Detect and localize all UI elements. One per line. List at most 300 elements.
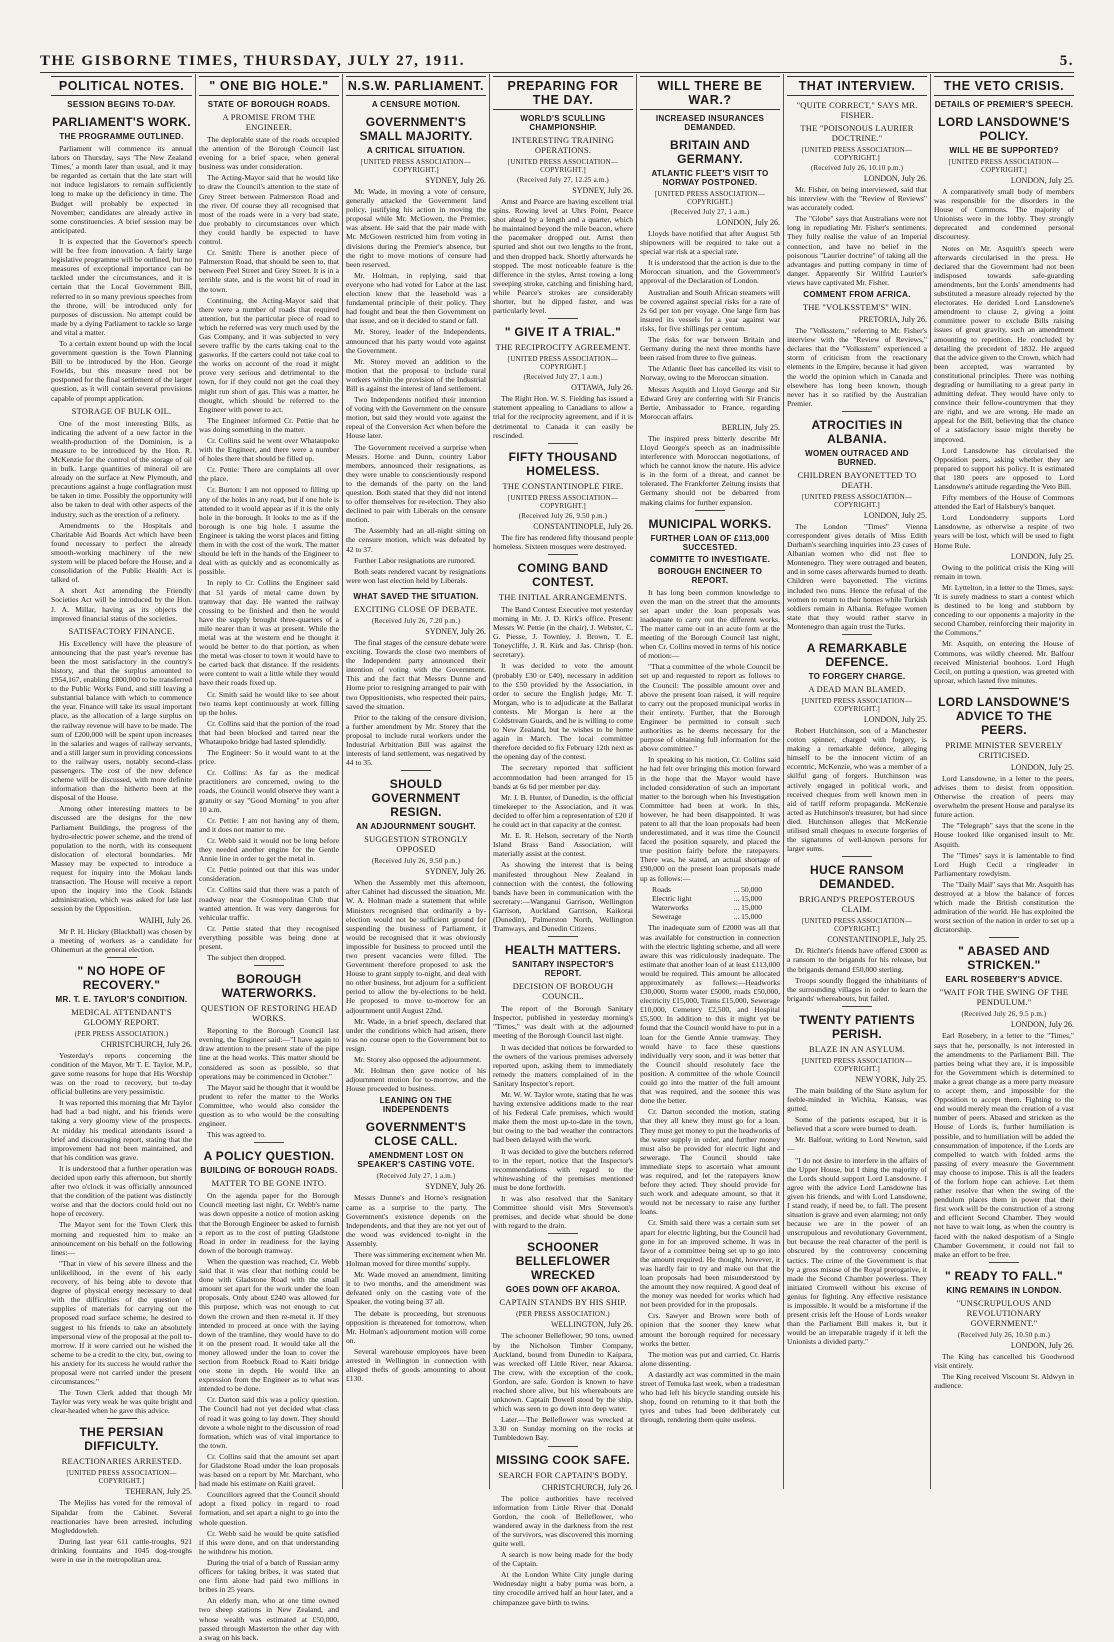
wire-credit: (Received July 27, 1 a.m.) [523, 373, 603, 382]
wire-credit: (Received July 27, 12.25 a.m.) [517, 176, 609, 184]
subheading: THE PROGRAMME OUTLINED. [59, 132, 184, 141]
paragraph: In speaking to his motion, Cr. Collins said he had felt over bringing this motion forward in the hope that the Mayor would have included consideration of such an important matter to the borough when his Investigation Committee had been at work. In this, however, he had been disappointed. It was patent to all that the loan proposals had been underestimated, and it was time the Council faced the position squarely, and placed the true position fairly before the ratepayers. There was, he stated, an actual shortage of £90,000 on the present loan proposals made up as follows:— [640, 755, 780, 883]
paragraph: Mr. Wade, in a brief speech, declared that under the conditions which had arisen, there was no course open to the Government but to resign. [346, 1016, 486, 1053]
divider [548, 1233, 578, 1234]
headline: HEALTH MATTERS. [504, 943, 622, 958]
headline: MISSING COOK SAFE. [495, 1452, 631, 1467]
dateline: SYDNEY, July 26. [425, 867, 486, 877]
headline: SHOULD GOVERNMENT RESIGN. [371, 777, 461, 820]
paragraph: Mr P. H. Hickey (Blackball) was chosen by a meeting of workers as a candidate for Ohinemuri at the general election. [51, 926, 192, 954]
subheading: REACTIONARIES ARRESTED. [61, 1456, 182, 1467]
paragraph: The "Daily Mail" says that Mr. Asquith has destroyed at a blow the balance of forces which made the British constitution the admiration of the world. He has exploited the worst section of the nation in order to set up a dictatorship. [934, 879, 1074, 935]
column-5 [636, 74, 783, 1489]
paragraph: Further Labor resignations are rumored. [354, 555, 476, 565]
subheading: SEARCH FOR CAPTAIN'S BODY. [498, 1469, 628, 1480]
divider [401, 588, 431, 589]
dateline: LONDON, July 25. [863, 715, 927, 724]
subheading: KING REMAINS IN LONDON. [946, 1285, 1062, 1295]
section-banner: PREPARING FOR THE DAY. [493, 76, 633, 110]
paragraph: Earl Rosebery, in a letter to the "Times," says that he, personally, is not interested in the amendments to the Parliament Bill. The parties being what they are, it is impossible for the Government which is determined to make a great change as a mere party measure to accept them, and impossible for the Opposition to accept them. Fighting to the end would merely mean the creation of a vast number of peers. Abased and stricken as the House of Lords is, further humiliation is possible, and to humiliation will be added the consummation of impotence, if the Lords are compelled to watch with folded arms the passing of every measure the Government may choose to impose. This is all the leaders of the forlorn hope can achieve. Let them rather resolve that when the swing of the pendulum places them in power that their first work will be the construction of a strong and efficient Second Chamber. They would not have to wait long, as when the country is faced with the naked despotism of a Single Chamber Government, it could not fail to make an effort to be free. [934, 1031, 1074, 1259]
wire-credit: (Received July 26, 9.50 p.m.) [371, 857, 461, 866]
paragraph: Both seats rendered vacant by resignations were won last election held by Liberals. [346, 566, 486, 585]
subheading: BRIGAND'S PREPOSTEROUS CLAIM. [799, 894, 915, 915]
paragraph: Parliament will commence its annual labors on Thursday, says 'The New Zealand Times,' a month later than usual, and it may be regarded as certain that the late start will not induce legislators to remain sufficiently long to make up the deficiency in time. The Budget will probably be expected in November; candidates are already active in some constituencies. A brief session may be anticipated. [51, 144, 192, 235]
paragraph: Cr. Burton: I am not opposed to filling up any of the holes in any road, but if one hole is attended to it would appear as if it is the only hole in the borough. It looks to me as if the borough is one big hole. I assume the Engineer is taking the worst places and fitting them in with the cost of the work. The matter should be left in the hands of the Engineer to deal with as quickly and as economically as possible. [199, 485, 339, 577]
paragraph: Mr. Storey also opposed the adjournment. [354, 1055, 482, 1065]
subheading: THE "VOLKSSTEM'S" WIN. [802, 302, 912, 313]
paragraph: Cr. Pettie: There are complaints all over the place. [199, 465, 339, 484]
paragraph: An elderly man, who at one time owned two sheep stations in New Zealand, and whose wealth was estimated at £50,000, passed through Masterton the other day with a swag on his back. [199, 1596, 339, 1642]
divider [842, 1006, 872, 1007]
paragraph: The Mayor sent for the Town Clerk this morning and requested him to make an announcement on his behalf on the following lines:— [51, 1220, 192, 1257]
wire-credit: [UNITED PRESS ASSOCIATION—COPYRIGHT.] [801, 1056, 913, 1073]
paragraph: When the question was reached, Cr. Webb said that it was clear that nothing could be done with Gladstone Road with the small amount set apart for the work under the loan proposals. Only about £240 was allowed for this purpose, which was not enough to cut down the crown and then re-metal it. If they intended to proceed at once with the laying down of the tramline, they would have to do it on the present road. It would take all the money allowed under the loan to cover the section from Roebuck Road to Kaiti bridge one stone in depth. He would like an expression from the Engineer as to what was intended to be done. [199, 1256, 339, 1394]
paragraph: The fire has rendered fifty thousand people homeless. Sixteen mosques were destroyed. [493, 532, 633, 551]
paragraph: Several warehouse employees have been arrested in Wellington in connection with alleged thefts of goods amounting to about £130. [346, 1346, 486, 1384]
figure-value: ... 15,000 [733, 893, 762, 903]
paragraph: The subject then dropped. [207, 953, 286, 963]
paragraph: Prior to the taking of the censure division, a further amendment by Mr. Storey that the proposal to include rural workers under the Industrial Arbitration Bill was against the interests of land settlement, was negatived by 44 to 35. [346, 712, 486, 768]
paragraph: Cr. Smith said there was a certain sum set apart for electric lighting, but the Council had gone in for an improved scheme. It was in favor of a committee being set up to go into the amount required. He thought, however, it was hardly fair to try and make out that the loan proposals had been misunderstood by the amount they now required. A good deal of the money was needed for works which had not been provided for in the proposals. [640, 1218, 780, 1310]
headline: " READY TO FALL." [944, 1268, 1064, 1283]
wire-credit: [UNITED PRESS ASSOCIATION—COPYRIGHT.] [948, 158, 1060, 174]
column-6 [783, 74, 930, 1489]
subheading: MR. T. E. TAYLOR'S CONDITION. [55, 994, 188, 1004]
paragraph: "That in view of his severe illness and the unlikelihood, in the event of his early recovery, of his being able to devote that degree of physical energy necessary to deal with the difficulties of the question of supplies of materials for carrying out the proposed road surface scheme, he desired to suggest to his friends to take an absolutely impersonal view of the proposal at the poll to-morrow. If it were carried out he wished the scheme to be a credit to the city, but, owing to his anxiety for its success he would rather the proposal were not carried under the present circumstances." [51, 1258, 192, 1387]
dateline: TEHERAN, July 25. [125, 1487, 192, 1497]
subheading: A CRITICAL SITUATION. [366, 146, 466, 155]
headline: BOROUGH WATERWORKS. [221, 972, 317, 1001]
paragraph: Mr. Wade, in moving a vote of censure, generally attacked the Government land policy, justifying his action in moving the proposal while Mr. McGowen, the Premier, was absent. He said that the pair made with Mr. McGowen restricted him from voting in divisions during the Premier's absence, but the right to move motions of censure had been reserved. [346, 187, 486, 269]
paragraph: Owing to the political crisis the King will remain in town. [934, 562, 1074, 581]
paragraph: Yesterday's reports concerning the condition of the Mayor, Mr T. E. Taylor, M.P., gave some reasons for hope that His Worship was on the road to recovery, but to-day official bulletins are very pessimistic. [51, 1050, 192, 1097]
paragraph: A short Act amending the Friendly Societies Act will be introduced by the Hon. J. A. Millar, having as its objects the improved financial status of the societies. [51, 586, 192, 623]
subheading: A PROMISE FROM THE ENGINEER. [222, 112, 316, 132]
paragraph: When the Assembly met this afternoon, after Cabinet had discussed the situation, Mr. W. A. Holman made a statement that while Ministers recognised that ordinarily a by-election would not be sufficient ground for suspending the business of Parliament, it would be recognised that it was obviously impossible for business to proceed until the two present vacancies were filled. The Government therefore proposed to ask the House to grant supply to-night, and deal with no other business, but adjourn for a sufficient period to allow the by-elections to be held. He proposed to move to-morrow for an adjournment until August 22nd. [346, 878, 486, 1015]
masthead-rule [40, 72, 1074, 73]
paragraph: Lord Lansdowne, in a letter to the peers, advises them to desist from opposition. Otherwise the creation of peers may overwhelm the present House and paralyse its future action. [934, 773, 1074, 820]
subheading: BUILDING OF BOROUGH ROADS. [200, 1166, 338, 1176]
paragraph: Australian and South African steamers will be covered against special risks for a rate of 2s 6d per ton per voyage. One large firm has insured its vessels for a year against war risks, for five shillings per centum. [640, 287, 780, 333]
dateline: LONDON, July 25. [1010, 176, 1074, 185]
headline: " ABASED AND STRICKEN." [958, 944, 1050, 973]
paragraph: It is expected that the Governor's speech will be free from innovation. A fairly large legislative programme will be outlined, but no measures of exceptional importance can be tackled under the circumstances, and it is certain that the Local Government Bill, referred to in so many previous speeches from the throne, will be introduced only for purposes of discussion. No attempt could be made by a dying Parliament to tackle so large and vital a matter. [51, 236, 192, 337]
wire-credit: (Received July 27, 1 a.m.) [670, 208, 750, 216]
paragraph: The inadequate sum of £2000 was all that was available for construction in connection with the electric lighting scheme, and all were aware this was ridiculously inadequate. The estimate that another loan of at least £113,000 would be required. This amount he allocated approximately as follows:—Headworks £30,000, Storm water £5000, roads £50,000, electricity £15,000, Trams £15,000, Sewerage £10,000, Cemetery £2,500, and Hospital £5,500. In addition to this it might yet be found that the Council would have to put in a loan for the Gentle Annie tramway. They would have to face these questions individually very soon, and it was better that the Council should resolutely face the position. A committee of the whole Council could go into the matter of the full amount that was required, and the sooner this was done the better. [640, 923, 781, 1106]
paragraph: The main building of the State asylum for feeble-minded in Wichita, Kansas, was gutted. [787, 1085, 927, 1114]
subheading: TO FORGERY CHARGE. [808, 672, 906, 681]
paragraph: Mr. Holman, in replying, said that everyone who had voted for Labor at the last election knew that the leasehold was a fundamental principle of their policy. They had fought and beat the then Government on that issue, and on it decided to stand or fall. [346, 270, 486, 326]
paragraph: Cr. Pettie: I am not having any of them, and it does not matter to me. [199, 815, 339, 834]
paragraph: Cr. Darton seconded the motion, stating that they all knew they must go for a loan. They must get money to put the headworks of the water supply in order, and further money must also be provided for electric light and sewerage. The Council should take immediate steps to ascertain what amount was required, and let the ratepayers know before they acted. They should provide for such work and adequate amount, so that it would not be necessary to raise any further loans. [640, 1107, 780, 1217]
subheading: COMMITTE TO INVESTIGATE. [649, 554, 771, 564]
wire-credit: [UNITED PRESS ASSOCIATION—COPYRIGHT.] [801, 492, 913, 509]
dateline: CHRISTCHURCH, July 26. [541, 1482, 633, 1492]
column-7 [930, 74, 1077, 1489]
subheading: THE CONSTANTINOPLE FIRE. [502, 480, 624, 491]
paragraph: Mr. Balfour, writing to Lord Newton, said— [787, 1135, 927, 1154]
figures-row [652, 912, 762, 921]
subheading: THE "POISONOUS LAURIER DOCTRINE." [800, 123, 914, 143]
subheading: MEDICAL ATTENDANT'S GLOOMY REPORT. [71, 1006, 172, 1027]
wire-credit: (Received July 26, 10.10 p.m.) [810, 164, 904, 172]
subheading: THE INITIAL ARRANGEMENTS. [498, 591, 628, 602]
paragraph: The London "Times" Vienna correspondent gives details of Miss Edith Durham's searching inquiries into 23 cases of Albanian women who did not flee to Montenegro. They were outraged and beaten, and in some cases afterwards burned to death. Children were bayonetted. The victims included two nuns. Hence the refusal of the women to return to their homes while Turkish soldiers remain in Albania. Refugee women state that they would rather starve in Montenegro than again trust the Turks. [787, 521, 927, 631]
subheading: CAPTAIN STANDS BY HIS SHIP. [499, 1297, 627, 1308]
figures-row [652, 894, 762, 903]
paragraph: Mr. Lyttelton, in a letter to the Times, says: 'It is surely madness to start a contest which is destined to be long and stubborn by conceding to our opponents a majority in the second Chamber, reinforcing their majority in the Commons." [934, 582, 1074, 638]
subheading: INCREASED INSURANCES DEMANDED. [655, 114, 765, 132]
paragraph: Some of the patients escaped, but it is believed that a score were burned to death. [787, 1115, 927, 1134]
headline: A REMARKABLE DEFENCE. [806, 641, 908, 669]
column-4 [489, 74, 636, 1607]
wire-credit: [UNITED PRESS ASSOCIATION—COPYRIGHT.] [801, 697, 913, 713]
subheading: WORLD'S SCULLING CHAMPIONSHIP. [520, 114, 606, 132]
paragraph: The secretary reported that sufficient accommodation had been arranged for 15 bands at 6s 6d per member per day. [493, 763, 633, 791]
paragraph: The Government received a surprise when Messrs. Horne and Dunn, country Labor members, announced their resignations, as they were unable to conscientiously respond to the demands of the party on the land question. Both stated that they did not intend to offer themselves for re-election. They also declined to pair with Liberals on the censure motion. [346, 442, 486, 525]
headline: BRITAIN AND GERMANY. [670, 138, 750, 166]
paragraph: The Town Clerk added that though Mr Taylor was very weak he was quite bright and clear-headed when he gave this advice. [51, 1388, 192, 1416]
paragraph: Mr. E. R. Helson, secretary of the North Island Brass Band Association, will materially assist at the contest. [493, 831, 633, 859]
paragraph: The Mejliss has voted for the removal of Sipahdar from the Cabinet. Several reactionaries have been arrested, including Mogleddowleh. [51, 1498, 192, 1535]
subheading: "QUITE CORRECT," SAYS MR. FISHER. [796, 100, 918, 120]
dateline: LONDON, July 26. [1010, 1340, 1074, 1350]
subheading: WHAT SAVED THE SITUATION. [353, 591, 479, 601]
paragraph: To a certain extent bound up with the local government question is the Town Planning Bill to be introduced by the Hon. George Fowlds, but this measure need not be postponed for the final settlement of the larger question, as it will contain several provisions capable of prompt application. [51, 338, 192, 403]
paragraph: Mr. Storey, leader of the Independents, announced that his party would vote against the Government. [346, 327, 486, 355]
divider [989, 937, 1019, 938]
figure-value: ... 50,000 [733, 884, 762, 894]
subheading: DECISION OF BOROUGH COUNCIL. [512, 981, 614, 1002]
divider [107, 1418, 137, 1419]
paragraph: It has long been common knowledge to even the man on the street that the amounts set apart under the loan proposals was inadequate to carry out the different works. The matter came out in an acute form at the meeting of the Borough Council last night, when Cr. Collins moved in terms of his notice of motion:— [640, 587, 780, 661]
paragraph: The King has cancelled his Goodwood visit entirely. [934, 1351, 1074, 1370]
wire-credit: [UNITED PRESS ASSOCIATION—COPYRIGHT.] [507, 493, 619, 510]
subheading: LEANING ON THE INDEPENDENTS [379, 1096, 453, 1115]
paragraph: Notes on Mr. Asquith's speech were afterwards circularised in the press. He declared that the Government had not been indisposed towards safe-guarding amendments, but the Lords' amendments had substituted a measure already rejected by the electorates. He derided Lord Lansdowne's amendment to clause 2, giving a joint committee power to exclude Bills raising issues of great gravity, such an amendment amounting to repetition. He concluded by detailing the precedent of 1832. He argued that the advice given to the Crown, which had been accepted, was warranted by constitutional principles. There was nothing degrading or humiliating to a great party in admitting defeat. They would have only to convince their fellow-countrymen that they are right, and we are wrong. He made an appeal for the Bill, believing that the chance of a satisfactory issue might thereby be improved. [934, 243, 1074, 444]
wire-credit: [UNITED PRESS ASSOCIATION—COPYRIGHT.] [360, 158, 472, 174]
paragraph: Arnst and Pearce are having excellent trial spins. Rowing level at Uhrs Point, Pearce shot ahead by a length and a quarter, which he maintained beyond the mile beacon, where the pacemaker dropped out. Arnst then spurted and shot out two lengths to the front, and then dropped back. Shortly afterwards he stopped. The most noticeable feature is the difference in the styles, Arnst rowing a long sweeping stroke, catching and finishing hard, while Pearce's strokes are considerably shorter, but he dipped faster, and was particularly level. [493, 197, 633, 316]
paragraph: The risks for war between Britain and Germany during the next three months have been raised from three to five guineas. [640, 335, 780, 363]
paragraph: Two Independents notified their intention of voting with the Government on the censure motion, but said they would vote against the repeal of the Conversion Act when before the House later. [346, 395, 486, 441]
paragraph: Among other interesting matters to be discussed are the designs for the new Parliament Buildings, the progress of the hydro-electric power scheme, and the trend of population to the north, with its consequent dislocation of electoral boundaries. Mr Massey may be expected to introduce a request for inquiry into the Mokau lands transaction. The House will receive a report upon the inquiry into the Cook Islands administration, which was asked for late last session by the Opposition. [51, 804, 192, 914]
section-banner: POLITICAL NOTES. [51, 76, 192, 96]
subheading: GOES DOWN OFF AKAROA. [505, 1285, 621, 1295]
paragraph: The "Globe" says that Australians were not long in repudiating Mr. Fisher's sentiments. They fully realise the value of an Imperial connection, and have no belief in the poisonous "Laurier doctrine" of taking all the advantages and putting company in time of danger. Apparently Sir Wilfrid Laurier's views have captivated Mr. Fisher. [787, 214, 927, 287]
wire-credit: [UNITED PRESS ASSOCIATION—COPYRIGHT.] [507, 355, 619, 372]
paragraph: It was decided to give the butchers referred to in the report, notice that the Inspector's recommendations with regard to the whitewashing of the premises mentioned must be done forthwith. [493, 1146, 633, 1192]
paragraph: The Mayor said he thought that it would be prudent to refer the matter to the Works Committee, who would also consider the question as to who would be the consulting engineer. [199, 1082, 339, 1129]
figures-row [652, 885, 762, 894]
dateline: OTTAWA, July 26. [571, 383, 633, 393]
paragraph: The Assembly had an all-night sitting on the censure motion, which was defeated by 42 to 37. [346, 526, 486, 554]
paragraph: The Engineer: So it would want to at the price. [199, 748, 339, 767]
divider [548, 1446, 578, 1447]
headline: LORD LANSDOWNE'S POLICY. [938, 115, 1070, 143]
paragraph: Cr. Pettie stated that they recognised everything possible was being done at present. [199, 923, 339, 951]
paragraph: Cr. Collins said he went over Whataupoko with the Engineer, and there were a number of holes there that should be filled up. [199, 436, 339, 464]
paragraph: Cr. Collins said that there was a patch of roadway near the Cosmopolitan Club that wanted attention. It was very dangerous for vehicular traffic. [199, 885, 339, 922]
paragraph: There was simmering excitement when Mr. Holman moved for three months' supply. [346, 1249, 487, 1269]
dateline: BERLIN, July 25. [721, 422, 780, 432]
headline: PARLIAMENT'S WORK. [52, 115, 191, 129]
divider [842, 634, 872, 635]
paragraph: The inspired press bitterly describe Mr Lloyd George's speech as an inadmissible interference with Moroccan negotiations, of which he cannot know the nature. His advice is in the form of a threat, and cannot be tolerated. The Frankforter Zeitung insists that Germany should not be debarred from making claims for further expansion. [640, 433, 780, 507]
section-banner: THAT INTERVIEW. [787, 76, 927, 96]
paragraph: A search is now being made for the body of the Captain. [493, 1550, 633, 1569]
paragraph: Reporting to the Borough Council last evening, the Engineer said:—"I have again to draw attention to the present state of the pipe line at the head works. This matter should be considered as soon as possible, so that operations may be commenced in October." [199, 1026, 339, 1081]
wire-credit: (Received July 27, 1 a.m.) [376, 1172, 456, 1181]
paragraph: One of the most interesting Bills, as indicating the advent of a new factor in the wealth-production of the Dominion, is a measure to be introduced by the Hon. R. McKenzie for the control of the storage of oil in bulk. Large quantities of mineral oil are already on the surface at New Plymouth, and precautions against a huge conflagration must be taken in time. Possibly the opportunity will also be taken to deal with other aspects of the industry, such as the erection of a refinery. [51, 418, 192, 519]
divider [548, 554, 578, 555]
paragraph: The debate is proceeding, but strenuous opposition is threatened for tomorrow, when Mr. Holman's adjournment motion will come on. [346, 1308, 486, 1345]
subheading: STORAGE OF BULK OIL. [71, 405, 172, 416]
paragraph: It was reported this morning that Mr Taylor had had a bad night, and his friends were taking a very gloomy view of the prospects. At midday his medical attendants issued a brief and discouraging report, stating that the improvement had not been maintained, and that his condition was grave. [51, 1098, 192, 1162]
paragraph: The motion was put and carried, Cr. Harris alone dissenting. [640, 1349, 780, 1368]
paragraph: Cr. Pettie pointed out that this was under consideration. [199, 865, 339, 884]
headline: GOVERNMENT'S CLOSE CALL. [365, 1120, 467, 1149]
figure-label: Waterworks [652, 903, 689, 913]
paragraph: On the agenda paper for the Borough Council meeting last night, Cr. Webb's name was down opposite a notice of motion asking that the Borough Engineer be asked to furnish a report as to the cost of putting Gladstone Road in order in readiness for the laying down of the borough tramway. [199, 1191, 339, 1255]
headline: LORD LANSDOWNE'S ADVICE TO THE PEERS. [938, 694, 1070, 737]
paragraph: It was also resolved that the Sanitary Committee should visit Mrs Stevenson's premises, and decide what should be done with regard to the drain. [493, 1194, 633, 1231]
dateline: CHRISTCHURCH, July 26. [100, 1039, 192, 1049]
paragraph: Robert Hutchinson, son of a Manchester cotton spinner, charged with forgery, is making a remarkable defence, alleging himself to be the innocent victim of an eccentric, McKenzie, who was a member of a skilful gang of forgers. Hutchinson was actively engaged in political work, and received cheques from well known men in aid of tariff reform propaganda. McKenzie acted as Hutchinson's treasurer, but had since died. Hutchinson alleges that McKenzie utilised small cheques to execute forgeries of the signatures of well-known persons for larger sums. [787, 726, 927, 854]
subheading: BOROUGH ENCINEER TO REPORT. [657, 566, 763, 585]
page-number: 5. [1059, 53, 1074, 69]
wire-credit: (Received July 26, 9.50 p.m.) [518, 511, 608, 520]
paragraph: Dr. Richter's friends have offered £3000 as a ransom to the brigands for his release, but the brigands demand £50,000 sterling. [787, 946, 927, 974]
paragraph: This was agreed to. [207, 1130, 267, 1140]
divider [254, 965, 284, 966]
wire-credit: (PER PRESS ASSOCIATION.) [516, 1310, 610, 1319]
paragraph: The Engineer informed Cr. Pettie that he was doing something in the matter. [199, 415, 339, 434]
section-banner: THE VETO CRISIS. [934, 76, 1074, 96]
paragraph: Councillors agreed that the Council should adopt a fixed policy in regard to road formation, and set apart a night to go into the whole question. [199, 1490, 339, 1527]
figures-row [652, 903, 762, 912]
subheading: "WAIT FOR THE SWING OF THE PENDULUM." [939, 987, 1069, 1008]
wire-credit: (Received July 26, 9.5 p.m.) [961, 1010, 1047, 1019]
figures-table [652, 885, 780, 922]
paragraph: The Right Hon. W. S. Fielding has issued a statement appealing to Canadians to allow a trial for the reciprocity agreement, and if it is detrimental to Canada it can easily be rescinded. [493, 394, 633, 440]
wire-credit: [UNITED PRESS ASSOCIATION—COPYRIGHT.] [66, 1469, 177, 1486]
paragraph: At the London White City jungle during Wednesday night a baby puma was born, a tiny crocodile arrived half an hour later, and a chimpanzee gave birth to twins. [493, 1570, 633, 1607]
paragraph: It is understood that a further operation was decided upon early this afternoon, but shortly after two o'clock it was officially announced that the condition of the patient was distinctly worse and that the doctors could hold out no hope of recovery. [51, 1163, 192, 1219]
headline: MUNICIPAL WORKS. [648, 516, 772, 531]
wire-credit: [UNITED PRESS ASSOCIATION—COPYRIGHT.] [801, 146, 913, 162]
subheading: MATTER TO BE GONE INTO. [211, 1178, 327, 1189]
figure-label: Electric light [652, 893, 692, 903]
dateline: LONDON, July 25. [1010, 762, 1074, 772]
headline: ATROCITIES IN ALBANIA. [811, 417, 903, 446]
paragraph: Cr. Smith said he would like to see about two teams kept continuously at work filling up the holes. [199, 689, 339, 717]
paragraph: Mr. Fisher, on being interviewed, said that his interview with the "Review of Reviews" was accurately coded. [787, 185, 927, 213]
subheading: CHILDREN BAYONETTED TO DEATH. [797, 469, 917, 490]
paragraph: Mr. W. W. Taylor wrote, stating that he was having extensive additions made to the rear of his Federal Cafe premises, which would make them the most up-to-date in the town, but owing to the bad weather the contractors had been delayed with the work. [493, 1090, 633, 1145]
column-1 [48, 74, 195, 1564]
subheading: EXCITING CLOSE OF DEBATE. [354, 603, 478, 614]
figure-label: Sewerage [652, 912, 682, 922]
section-banner: WILL THERE BE WAR.? [640, 76, 780, 110]
paragraph: Cr. Smith: There is another piece of Palmerston Road, that should be seen to, that between Peel Street and Grey Street. It is in a terrible state, and is the worst bit of road in the town. [199, 248, 339, 294]
divider [842, 856, 872, 857]
dateline: SYDNEY, July 26. [425, 1182, 486, 1192]
dateline: WAIHI, July 26. [139, 915, 192, 925]
subheading: "UNSCRUPULOUS AND REVOLUTIONARY GOVERNMENT." [956, 1297, 1052, 1328]
headline: GOVERNMENT'S SMALL MAJORITY. [359, 115, 473, 143]
paragraph: During the trial of a batch of Russian army officers for taking bribes, it was stated that one firm alone had paid two millions in bribes in 25 years. [199, 1557, 339, 1595]
dateline: CONSTANTINOPLE, July 25. [827, 935, 927, 945]
subheading: ATLANTIC FLEET'S VISIT TO NORWAY POSTPONED. [651, 169, 769, 187]
headline: HUCE RANSOM DEMANDED. [810, 863, 904, 892]
wire-credit: (Received July 26, 10.50 p.m.) [957, 1330, 1051, 1339]
subheading: QUESTION OF RESTORING HEAD WORKS. [200, 1003, 338, 1024]
paragraph: A comparatively small body of members was responsible for the disorders in the House of Commons. The majority of Unionists were in the lobby. They strongly deprecated and condemned personal discourtesy. [934, 187, 1074, 242]
paragraph: "I do not desire to interfere in the affairs of the Upper House, but I thing the majority of the Lords should support Lord Lansdowne. I agree with the advice Lord Lansdowne has given his friends, and with Lord Lansdowne, I stand ready, if need be, to fall. The present situation is grave and even alarming; not only because we are in the power of an unscrupulous and revolutionary Government, but because the real character of the peril is obscured by the controversy concerning tactics. The crime of the Government is that by a gross misuse of the Royal prerogative, it made the Second Chamber powerless. They initiated Cromwell without his excuse of genius for fighting. Any effective resistance is impossible. It would be a misfortune if the present crisis left the House of Lords weaker than the Parliament Bill makes it, but it would be an irreparable tragedy if it left the Unionists a divided party." [787, 1155, 927, 1347]
paragraph: The King received Viscount St. Aldwyn in audience. [934, 1372, 1074, 1391]
paragraph: In reply to Cr. Collins the Engineer said that 51 yards of metal came down by tramway that day. He wanted the railway crossing to be finished and then he would have the supply brought three-quarters of a mile nearer than it was at present. While the metal was at the western end he thought it would be better to do that portion, as when the metal was closer to town it would have to be carted back that distance. If the residents were content to wait a little while they would have their roads fixed up. [199, 578, 339, 688]
paragraph: Mr. Holman then gave notice of his adjournment motion for to-morrow, and the House proceeded to business. [346, 1066, 486, 1094]
paragraph: Troops soundly flogged the inhabitants of the surrounding villages in order to learn the brigands' whereabouts, but failed. [787, 975, 927, 1003]
section-banner: N.S.W. PARLIAMENT. [346, 76, 486, 96]
paragraph: The Atlantic fleet has cancelled its visit to Norway, owing to the Moroccan situation. [640, 364, 780, 383]
divider [842, 411, 872, 412]
paragraph: "That a committee of the whole Council be set up and requested to report as follows to the Council: The possible amount over and above the present loan raised, it will require to carry out the proposed municipal works in their entirety. Further, that the Borough Engineer be permitted to consult such authorities as he deems necessary for the purpose of obtaining full information for the above committee." [640, 662, 780, 754]
dateline: SYDNEY, July 26. [425, 176, 486, 185]
columns [48, 74, 1078, 1642]
paragraph: Mr. Storey moved an addition to the motion that the proposal to include rural workers within the provision of the Industrial Bill is against the interest of land settlement. [346, 356, 486, 393]
subheading: COMMENT FROM AFRICA. [803, 290, 911, 300]
divider [989, 1262, 1019, 1263]
subheading: WILL HE BE SUPPORTED? [949, 146, 1059, 155]
dateline: WELLINGTON, July 26. [550, 1320, 633, 1330]
figure-value: ... 15,000 [733, 903, 762, 913]
paragraph: Crs. Sawyer and Brown were both of opinion that the sooner they knew what amount the borough required for necessary works the better. [640, 1311, 780, 1348]
headline: TWENTY PATIENTS PERISH. [799, 1012, 915, 1041]
subheading: THE RECIPROCITY AGREEMENT. [495, 342, 631, 353]
dateline: LONDON, July 26. [863, 174, 927, 183]
subheading: A CENSURE MOTION. [371, 100, 461, 109]
wire-credit: [UNITED PRESS ASSOCIATION—COPYRIGHT.] [654, 190, 766, 206]
subheading: SATISFACTORY FINANCE. [68, 625, 175, 636]
paragraph: Cr. Webb said it would not be long before they needed another engine for the Gentle Annie line in order to get the metal in. [199, 835, 339, 864]
paragraph: Cr. Darton said this was a policy question. The Council had not yet decided what class of road it was going to lay down. They should devote a whole night to the discussion of road formation, which was of vital importance to the town. [199, 1395, 339, 1450]
paragraph: Lloyds have notified that after August 5th shipowners will be required to take out a special war risk at a special rate. [640, 229, 780, 257]
paragraph: Lord Lansdowne has circularised the Opposition peers, asking whether they are prepared to support his policy. It is estimated that 180 peers are opposed to Lord Lansdowne's attitude regarding the Veto Bill. [934, 445, 1074, 491]
subheading: BLAZE IN AN ASYLUM. [809, 1043, 905, 1054]
paragraph: Lord Londonderry supports Lord Lansdowne, as otherwise a respite of two years will be lost, which will be used to fight Home Rule. [934, 513, 1074, 550]
paragraph: The "Times" says it is lamentable to find Lord Hugh Cecil a ringleader in Parliamentary rowdyism. [934, 850, 1074, 878]
paragraph: Fifty members of the House of Commons attended the Earl of Halsbury's banquet. [934, 493, 1074, 512]
divider [254, 1142, 284, 1143]
headline: FIFTY THOUSAND HOMELESS. [508, 449, 618, 478]
headline: " GIVE IT A TRIAL." [504, 325, 622, 340]
paragraph: The report of the Borough Sanitary Inspector, published in yesterday morning's "Times," was dealt with at the adjourned meeting of the Borough Council last night. [493, 1004, 633, 1041]
headline: COMING BAND CONTEST. [517, 560, 609, 589]
divider [548, 936, 578, 937]
paragraph: Continuing, the Acting-Mayor said that there were a number of roads that required attention, but the particular piece of road to which he referred was very much used by the Gas Company, and it was subjected to very severe traffic by the carts taking coal to the gasworks. If the carters could not take coal to the works on account of the road it might prove very serious and detrimental to the town, for if they could not get the coal they might run short of gas. This was a matter, he thought, which should be referred to the Engineer with power to act. [199, 295, 339, 414]
paragraph: The Band Contest Executive met yesterday morning in Mr. J. D. Kirk's office. Present: Messrs W. Pettie (in the chair), J. Webster, C. G. Piesse, J. Townley, J. Brown, T. E. Toneycliffe, J. R. Kirk and Jas. Chrisp (hon. secretary). [493, 604, 633, 660]
divider [548, 318, 578, 319]
paragraph: The deplorable state of the roads occupied the attention of the Borough Council last evening for a brief space, when general business was under consideration. [199, 135, 339, 172]
dateline: NEW YORK, July 25. [855, 1074, 927, 1084]
headline: " NO HOPE OF RECOVERY." [77, 963, 166, 992]
subheading: EARL ROSEBERY'S ADVICE. [945, 975, 1063, 985]
headline: SCHOONER BELLEFLOWER WRECKED [515, 1240, 611, 1283]
paragraph: Later.—The Belleflower was wrecked at 3.30 on Sunday morning on the rocks at Tumbledown Bay. [493, 1415, 633, 1443]
subheading: WOMEN OUTRACED AND BURNED. [805, 448, 909, 467]
headline: THE PERSIAN DIFFICULTY. [79, 1425, 164, 1454]
masthead-title: THE GISBORNE TIMES, THURSDAY, JULY 27, 1911. [40, 53, 466, 69]
divider [695, 510, 725, 511]
paragraph: Mr. Wade moved an amendment, limiting it to two months, and the amendment was defeated only on the casting vote of the Speaker, the voting being 37 all. [346, 1270, 486, 1307]
masthead [40, 46, 1074, 70]
paragraph: The police authorities have received information from Little River that Donald Gordon, the cook of Belleflower, who wandered away in the darkness from the rest of the survivors, was discovered this morning quite well. [493, 1493, 633, 1548]
dateline: LONDON, July 26. [716, 218, 780, 227]
figure-value: ... 15,000 [733, 912, 762, 922]
dateline: CONSTANTINOPLE, July 26. [533, 521, 633, 531]
paragraph: Cr. Collins said that the portion of the road that had been blocked and tarred near the Whataupoko bridge had lasted splendidly. [199, 718, 339, 746]
paragraph: It was decided to vote the amount (probably £30 or £40), necessary in addition to the £50 provided by the Association, in order to secure the English judge, Mr. T. Morgan, who is to adjudicate at the Ballarat contests. Mr Morgan is here at the Coldstream Guards, and he is willing to come to New Zealand, but he wishes to be home again in March. The local committee therefore decided to fix February 12th next as the opening day of the contest. [493, 661, 633, 762]
dateline: LONDON, July 25. [1010, 551, 1074, 561]
subheading: SANITARY INSPECTOR'S REPORT. [512, 960, 614, 979]
paragraph: It was decided that notices be forwarded to the owners of the various premises adversely reported upon, asking them to immediately remedy the matters complained of in the Sanitary Inspector's report. [493, 1042, 633, 1088]
paragraph: The schooner Belleflower, 90 tons, owned by the Nicholson Timber Company, Auckland, bound from Dunedin to Kaipara, was wrecked off Little River, near Akaroa. The crew, with the exception of the cook, Gordon, are safe. Gordon is known to have reached shore alive, but his whereabouts are unknown. Captain Dowell stood by the ship, which was seen to go down into deep water. [493, 1331, 633, 1414]
paragraph: The final stages of the censure debate were exciting. Towards the close two members of the Independent party announced their intention of voting with the Government. This and the fact that Messrs Dunne and Horne prior to resigning arranged to pair with two Oppositionists, who respected their pairs, saved the situation. [346, 637, 486, 711]
dateline: LONDON, July 25. [863, 510, 927, 520]
paragraph: Cr. Webb said he would be quite satisfied if this were done, and on that understanding he withdrew his motion. [199, 1528, 339, 1556]
paragraph: The "Volksstem," referring to Mr. Fisher's interview with the "Review of Reviews," declares that the "Volksstem" experienced a storm of criticism from the reactionary elements in the Empire, because it had given the world the opinion which in Canada and elsewhere has long been known, though never has it so ratified by the Australian Premier. [787, 326, 927, 408]
section-banner: " ONE BIG HOLE." [199, 76, 339, 96]
subheading: FURTHER LOAN OF £113,000 SUCCESTED. [650, 533, 770, 552]
dateline: SYDNEY, July 26. [572, 186, 633, 195]
dateline: PRETORIA, July 26. [858, 315, 927, 325]
paragraph: Amendments to the Hospitals and Charitable Aid Boards Act which have been found necessary to perfect the already smooth-working machinery of the new system will be placed before the House, and a consolidation of the Public Health Act is talked of. [51, 520, 192, 585]
paragraph: Messrs Asquith and Lloyd George and Sir Edward Grey are conferring with Sir Francis Bertie, Ambassador to France, regarding Moroccan affairs. [640, 384, 780, 421]
paragraph: During last year 611 cattle-troughs, 921 drinking fountains and 1045 dog-troughs were in use in the metropolitan area. [51, 1536, 192, 1564]
headline: A POLICY QUESTION. [203, 1149, 335, 1164]
subheading: AN ADJOURNMENT SOUGHT. [355, 822, 477, 832]
paragraph: Mr. Asquith, on entering the House of Commons, was wildly cheered. Mr. Balfour received Ministerial boohoos. Lord Hugh Cecil, on putting a question, was greeted with uproar, which lasted five minutes. [934, 639, 1074, 685]
subheading: STATE OF BOROUGH ROADS. [207, 100, 331, 109]
divider [548, 443, 578, 444]
paragraph: Cr. Collins said that the amount set apart for Gladstone Road under the loan proposals was based on a report by Mr. Marchant, who had made his estimate on Kaiti gravel. [199, 1451, 339, 1489]
divider [989, 688, 1019, 689]
divider [401, 770, 431, 771]
paragraph: It is understood that the action is due to the Moroccan situation, and the Government's approval of the Declaration of London. [640, 258, 780, 286]
wire-credit: [UNITED PRESS ASSOCIATION—COPYRIGHT.] [507, 158, 619, 174]
paragraph: The "Telegraph" says that the scene in the House looked like organised insult to Mr. Asquith. [934, 821, 1074, 849]
subheading: DETAILS OF PREMIER'S SPEECH. [934, 100, 1074, 109]
column-2 [195, 74, 342, 1642]
wire-credit: (Received July 26, 7.20 p.m.) [371, 616, 461, 625]
subheading: PRIME MINISTER SEVERELY CRITICISED. [945, 739, 1063, 760]
subheading: INTERESTING TRAINING OPERATIONS. [511, 135, 615, 155]
wire-credit: [UNITED PRESS ASSOCIATION—COPYRIGHT.] [801, 917, 913, 934]
paragraph: Cr. Collins: As far as the medical practitioners are concerned, owing to the roads, the Council would observe they want a gratuity or say "Good Morning" to you after 10 a.m. [199, 768, 339, 814]
dateline: SYDNEY, July 26. [425, 626, 486, 636]
subheading: A DEAD MAN BLAMED. [808, 684, 906, 694]
figure-label: Roads [652, 884, 671, 894]
paragraph: His Excellency will have the pleasure of announcing that the past year's revenue has been the most satisfactory in the country's history, and that the surplus amounted to £954,167, enabling £800,000 to be transferred to the Public Works Fund, and still leaving a substantial balance with which to commence the year. Finance will take its usual important place, as the allocation of a large surplus on the railway revenue will have to be made. The sum of £200,000 will be spent upon increases in the salaries and wages of railway servants, and a still larger sum in providing concessions to the railway users, notably second-class passengers. The cost of the new defence scheme will be discussed, with more definite information than the hitherto been at the disposal of the House. [51, 638, 192, 803]
wire-credit: (PER PRESS ASSOCIATION.) [74, 1029, 169, 1038]
dateline: LONDON, July 26. [1010, 1020, 1074, 1030]
paragraph: The Acting-Mayor said that he would like to draw the Council's attention to the state of Grey Street between Palmerston Road and the river. Of course they all recognised that most of the roads were in a very bad state, due probably to circumstances over which they could hardly be expected to have control. [199, 173, 339, 247]
divider [107, 957, 137, 958]
subheading: SUGGESTION STRONGLY OPPOSED [364, 834, 468, 855]
column-3 [342, 74, 489, 1489]
subheading: SESSION BEGINS TO-DAY. [67, 100, 176, 109]
